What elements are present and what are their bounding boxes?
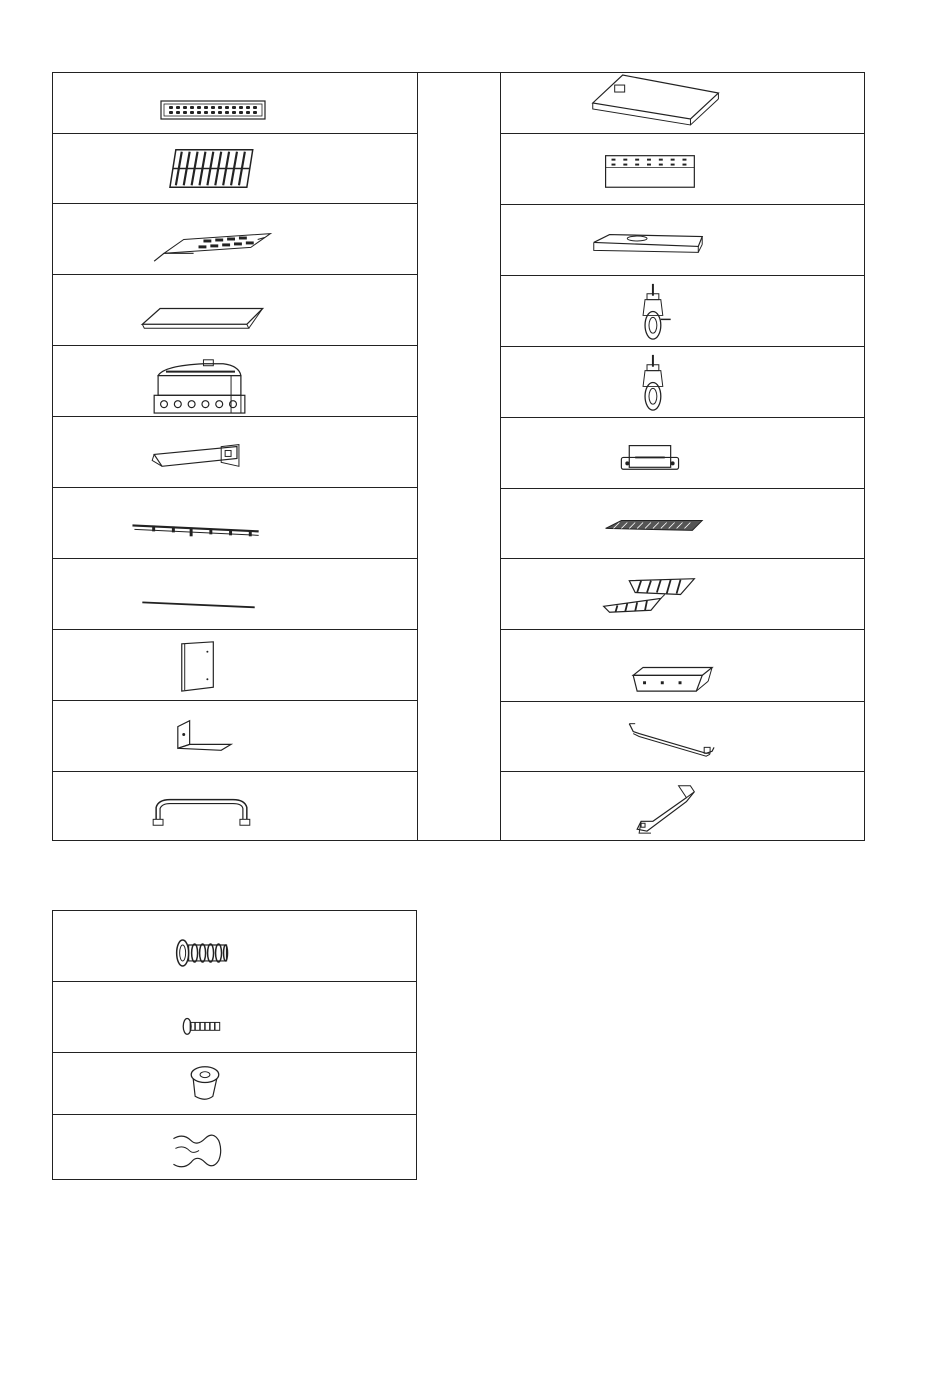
parts-right-column bbox=[501, 73, 864, 840]
large-screw-drawing bbox=[53, 911, 416, 981]
side-shelf-bracket-drawing bbox=[53, 417, 417, 487]
part-row bbox=[501, 133, 864, 204]
locking-caster-drawing bbox=[501, 276, 864, 346]
small-screw-drawing bbox=[53, 982, 416, 1052]
part-row bbox=[501, 701, 864, 771]
grease-cup-holder-drawing bbox=[501, 630, 864, 701]
part-row bbox=[501, 346, 864, 417]
hardware-list-table bbox=[52, 910, 417, 1180]
magnet-catch-drawing bbox=[501, 418, 864, 488]
nut-drawing bbox=[53, 1053, 416, 1114]
part-row bbox=[53, 133, 417, 203]
grill-head-drawing bbox=[53, 346, 417, 416]
side-burner-grates-pair-drawing bbox=[501, 559, 864, 629]
part-row bbox=[53, 274, 417, 345]
hardware-row bbox=[53, 1114, 416, 1180]
part-row bbox=[501, 558, 864, 629]
hardware-column bbox=[53, 911, 416, 1179]
part-row bbox=[53, 203, 417, 274]
hardware-row bbox=[53, 1052, 416, 1114]
part-row bbox=[53, 487, 417, 558]
l-bracket-drawing bbox=[53, 701, 417, 771]
caster-drawing bbox=[501, 347, 864, 417]
side-burner-grate-drawing bbox=[501, 489, 864, 558]
cooking-grate-drawing bbox=[53, 134, 417, 203]
part-row bbox=[501, 488, 864, 558]
part-row bbox=[501, 275, 864, 346]
parts-middle-column bbox=[417, 73, 501, 840]
clip-drawing bbox=[53, 1115, 416, 1180]
grease-tray-drawing bbox=[53, 275, 417, 345]
part-row bbox=[53, 700, 417, 771]
side-burner-shelf-drawing bbox=[501, 73, 864, 133]
bottom-shelf-drawing bbox=[501, 205, 864, 275]
manifold-bar-drawing bbox=[53, 488, 417, 558]
cabinet-door-panel-drawing bbox=[53, 630, 417, 700]
part-row bbox=[53, 629, 417, 700]
rear-panel-drawing bbox=[501, 134, 864, 204]
part-row bbox=[53, 73, 417, 133]
part-row bbox=[501, 771, 864, 842]
part-row bbox=[53, 416, 417, 487]
part-row bbox=[53, 771, 417, 842]
heat-distribution-plate-drawing bbox=[53, 73, 417, 133]
part-row bbox=[501, 417, 864, 488]
hardware-row bbox=[53, 981, 416, 1052]
support-bar-drawing bbox=[501, 702, 864, 771]
tank-support-bracket-drawing bbox=[501, 772, 864, 842]
part-row bbox=[53, 345, 417, 416]
part-row bbox=[501, 204, 864, 275]
parts-list-table bbox=[52, 72, 865, 841]
door-handle-drawing bbox=[53, 772, 417, 842]
parts-left-column bbox=[53, 73, 417, 840]
hardware-row bbox=[53, 911, 416, 981]
warming-rack-drawing bbox=[53, 204, 417, 274]
rod-drawing bbox=[53, 559, 417, 629]
part-row bbox=[501, 73, 864, 133]
part-row bbox=[53, 558, 417, 629]
part-row bbox=[501, 629, 864, 701]
